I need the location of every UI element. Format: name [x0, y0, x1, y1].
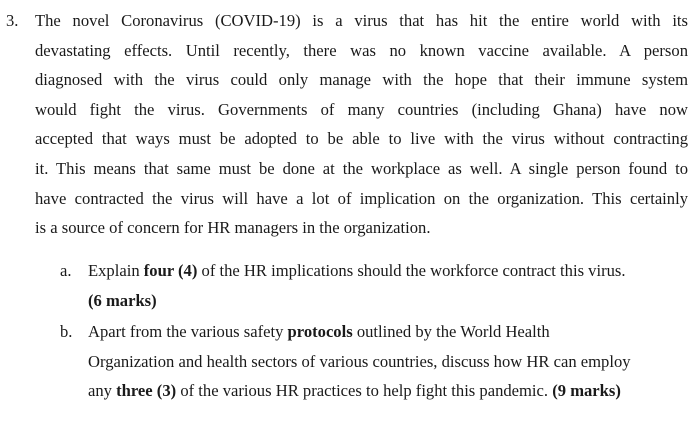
marks-label: (9 marks) — [552, 381, 621, 401]
bold-text-run: four (4) — [143, 261, 198, 280]
text-run: any — [88, 381, 117, 401]
question-line: it. This means that same must be done at the workplace as well. A single person found to — [35, 158, 688, 178]
bold-text-run: protocols — [287, 322, 353, 342]
sub-question-line — [88, 317, 676, 347]
question-body — [35, 6, 688, 243]
question-line: is a source of concern for HR managers in the organization. — [35, 218, 431, 238]
question-number: 3. — [6, 11, 19, 30]
question-3 — [6, 6, 688, 243]
question-line: The novel Coronavirus (COVID-19) is a virus that has hit the entire world with its — [35, 11, 688, 30]
question-line: diagnosed with the virus could only manage with the hope that their immune system — [35, 70, 688, 90]
marks-label: (6 marks) — [88, 290, 157, 310]
question-line: would fight the virus. Governments of many countries (including Ghana) have now — [35, 99, 688, 119]
sub-question-line: Organization and health sectors of various countries, discuss how HR can employ — [88, 351, 631, 371]
text-run: outlined by the World Health — [352, 322, 550, 342]
text-run: Apart from the various safety — [88, 322, 288, 342]
sub-questions — [60, 256, 676, 406]
text-run: of the various HR practices to help fight this pandemic. — [176, 381, 553, 401]
question-line: have contracted the virus will have a lot of implication on the organization. This certainly — [35, 188, 688, 208]
sub-question-text — [88, 256, 676, 315]
question-line: accepted that ways must be adopted to be able to live with the virus without contracting — [35, 129, 688, 149]
text-run: Explain — [88, 261, 144, 280]
sub-question-line — [88, 256, 676, 286]
sub-question-label: b. — [60, 322, 73, 342]
bold-text-run: three (3) — [116, 381, 177, 401]
sub-question-line — [88, 286, 676, 316]
sub-question-a — [60, 256, 676, 315]
question-line: devastating effects. Until recently, there was no known vaccine available. A person — [35, 40, 688, 60]
sub-question-label: a. — [60, 261, 72, 280]
sub-question-b — [60, 317, 676, 406]
text-run: of the HR implications should the workforce contract this virus. — [197, 261, 626, 280]
sub-question-text — [88, 317, 676, 406]
sub-question-line — [88, 376, 676, 406]
